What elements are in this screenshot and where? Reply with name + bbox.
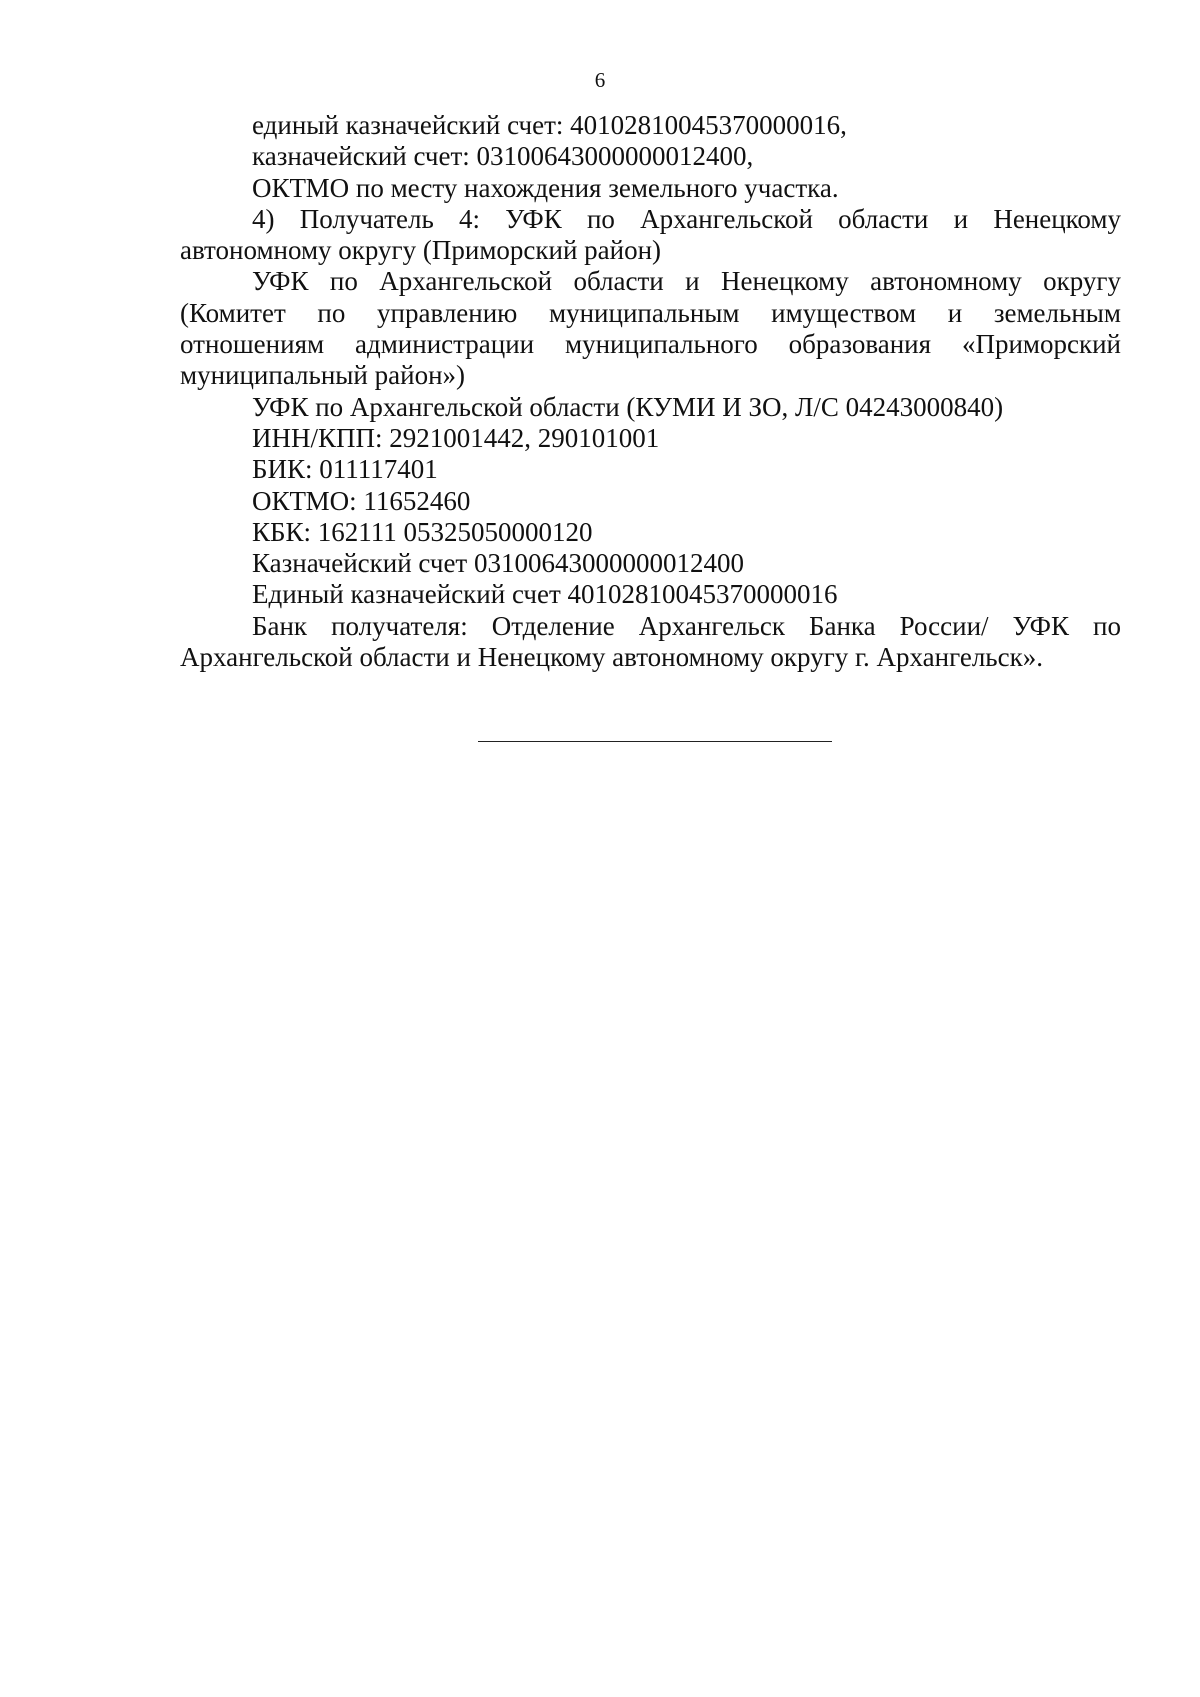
text-line-unified-treasury-account: единый казначейский счет: 40102810045370000016,: [252, 110, 847, 140]
detail-ufk: УФК по Архангельской области (КУМИ И ЗО, Л/С 04243000840): [252, 391, 1004, 422]
paragraph-recipient-4: 4) Получатель 4: УФК по Архангельской области и Ненецкому автономному округу (Приморский район): [180, 203, 1121, 266]
paragraph-recipient-bank: Банк получателя: Отделение Архангельск Банка России/ УФК по Архангельской области и Ненецкому автономному округу г. Архангельск».: [180, 610, 1121, 673]
document-body: [180, 110, 1121, 673]
detail-unified-treasury-account: Единый казначейский счет 40102810045370000016: [252, 579, 838, 610]
detail-inn-kpp: ИНН/КПП: 2921001442, 290101001: [252, 422, 660, 453]
detail-oktmo: ОКТМО: 11652460: [252, 485, 471, 516]
end-divider-line: [478, 741, 832, 742]
detail-kbk: КБК: 162111 05325050000120: [252, 516, 593, 547]
page-number: 6: [594, 68, 606, 92]
text-line-oktmo-location: ОКТМО по месту нахождения земельного участка.: [252, 172, 839, 203]
detail-bik: БИК: 011117401: [252, 454, 438, 485]
detail-treasury-account: Казначейский счет 03100643000000012400: [252, 548, 744, 579]
text-line-treasury-account: казначейский счет: 03100643000000012400,: [252, 141, 754, 172]
paragraph-recipient-committee: УФК по Архангельской области и Ненецкому автономному округу (Комитет по управлению муниципальным имуществом и земельным отношениям администрации муниципального образования «Приморский муниципальный район»): [180, 266, 1121, 391]
